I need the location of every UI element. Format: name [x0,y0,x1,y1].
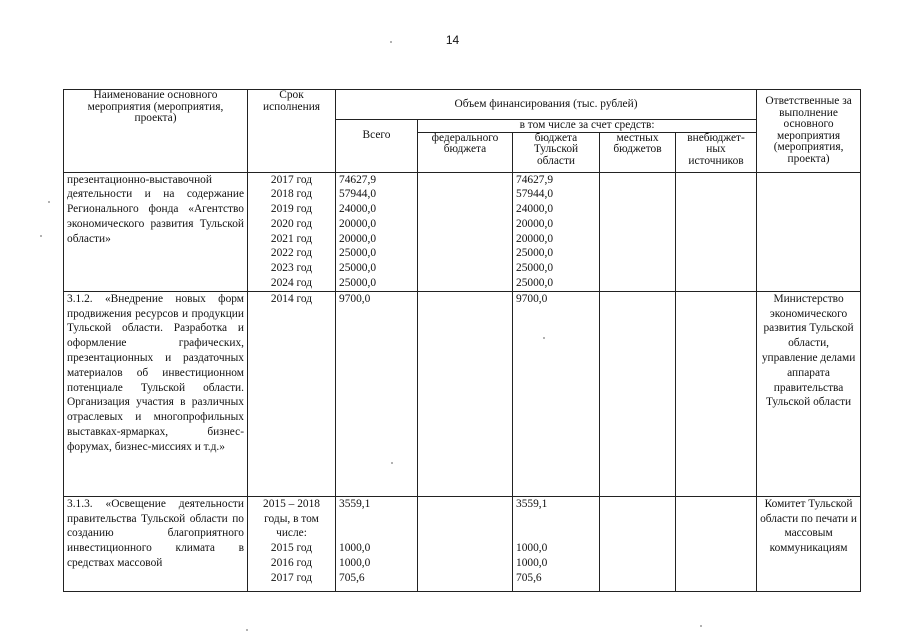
cell-line: 2024 год [270,277,313,290]
cell-line: 1000,0 [516,542,548,555]
cell-line: 2016 год [270,557,313,570]
cell-regional [513,291,600,496]
cell-line: 1000,0 [339,542,371,555]
header-including: в том числе за счет средств: [418,120,757,133]
cell-line: 20000,0 [339,232,377,245]
funding-table [63,89,861,592]
cell-line: 20000,0 [516,232,554,245]
cell-line: 25000,0 [516,247,554,260]
cell-line: 25000,0 [516,277,554,290]
cell-line [516,512,596,527]
cell-term [248,172,336,291]
cell-line: 74627,9 [339,173,377,186]
header-responsible: Ответственные за выполнение основного мероприятия (мероприятия, проекта) [757,90,861,173]
cell-line: 25000,0 [516,262,554,275]
cell-line: 2015 – 2018 [263,497,320,510]
cell-name: 3.1.2. «Внедрение новых форм продвижения ресурсов и продукции Тульской области. Разработка и оформление графических, презентационных и раздаточных материалов об инвестиционном потенциале Тульской области. Организация участия в различных отраслевых и многопрофильных выставках-ярмарках, бизнес-форумах, бизнес-миссиях и т.д.» [64,291,248,496]
header-federal: федерального бюджета [418,132,513,172]
cell-line: 24000,0 [339,203,377,216]
cell-line: 2020 год [270,217,313,230]
page-number: 14 [445,33,460,47]
header-extra: внебюджет-ных источников [676,132,757,172]
cell-line: 57944,0 [516,188,554,201]
header-regional: бюджета Тульской области [513,132,600,172]
cell-responsible: Министерство экономического развития Тульской области, управление делами аппарата правительства Тульской области [757,291,861,496]
cell-responsible [757,172,861,291]
cell-regional [513,496,600,591]
cell-line: 1000,0 [339,557,371,570]
cell-extra [676,496,757,591]
cell-line: числе: [276,527,307,540]
cell-line: 2015 год [270,542,313,555]
cell-line: 2018 год [270,188,313,201]
cell-extra [676,172,757,291]
cell-local [600,496,676,591]
cell-line: 705,6 [339,571,365,584]
cell-total [336,172,418,291]
cell-term [248,496,336,591]
cell-line: 24000,0 [516,203,554,216]
header-local: местных бюджетов [600,132,676,172]
cell-line: 25000,0 [339,247,377,260]
cell-line: 3559,1 [516,497,548,510]
cell-federal [418,291,513,496]
cell-total [336,291,418,496]
cell-term [248,291,336,496]
header-term: Срок исполнения [248,90,336,173]
cell-line: 1000,0 [516,557,548,570]
header-name: Наименование основного мероприятия (мероприятия, проекта) [64,90,248,173]
table-row [64,172,861,291]
cell-line [339,526,414,541]
cell-line: 705,6 [516,571,542,584]
cell-total [336,496,418,591]
table-body [64,172,861,591]
cell-line: 9700,0 [339,292,371,305]
cell-line: годы, в том [264,512,319,525]
cell-federal [418,496,513,591]
cell-responsible: Комитет Тульской области по печати и массовым коммуникациям [757,496,861,591]
cell-local [600,291,676,496]
table-row [64,291,861,496]
cell-line: 25000,0 [339,277,377,290]
cell-name: 3.1.3. «Освещение деятельности правительства Тульской области по созданию благоприятного инвестиционного климата в средствах массовой [64,496,248,591]
cell-name: презентационно-выставочной деятельности и на содержание Регионального фонда «Агентство экономического развития Тульской области» [64,172,248,291]
cell-line: 2021 год [270,232,313,245]
cell-line: 57944,0 [339,188,377,201]
cell-federal [418,172,513,291]
cell-line [339,512,414,527]
table-row [64,496,861,591]
cell-line: 20000,0 [516,217,554,230]
header-funding: Объем финансирования (тыс. рублей) [336,90,757,120]
cell-line [516,526,596,541]
cell-line: 3559,1 [339,497,371,510]
cell-line: 2022 год [270,247,313,260]
cell-line: 2017 год [270,571,313,584]
cell-local [600,172,676,291]
cell-line: 2023 год [270,262,313,275]
cell-line: 25000,0 [339,262,377,275]
cell-line: 9700,0 [516,292,548,305]
cell-regional [513,172,600,291]
cell-line: 20000,0 [339,217,377,230]
cell-line: 2014 год [270,292,313,305]
cell-line: 2019 год [270,203,313,216]
cell-extra [676,291,757,496]
cell-line: 2017 год [270,173,313,186]
header-total: Всего [336,120,418,173]
cell-line: 74627,9 [516,173,554,186]
